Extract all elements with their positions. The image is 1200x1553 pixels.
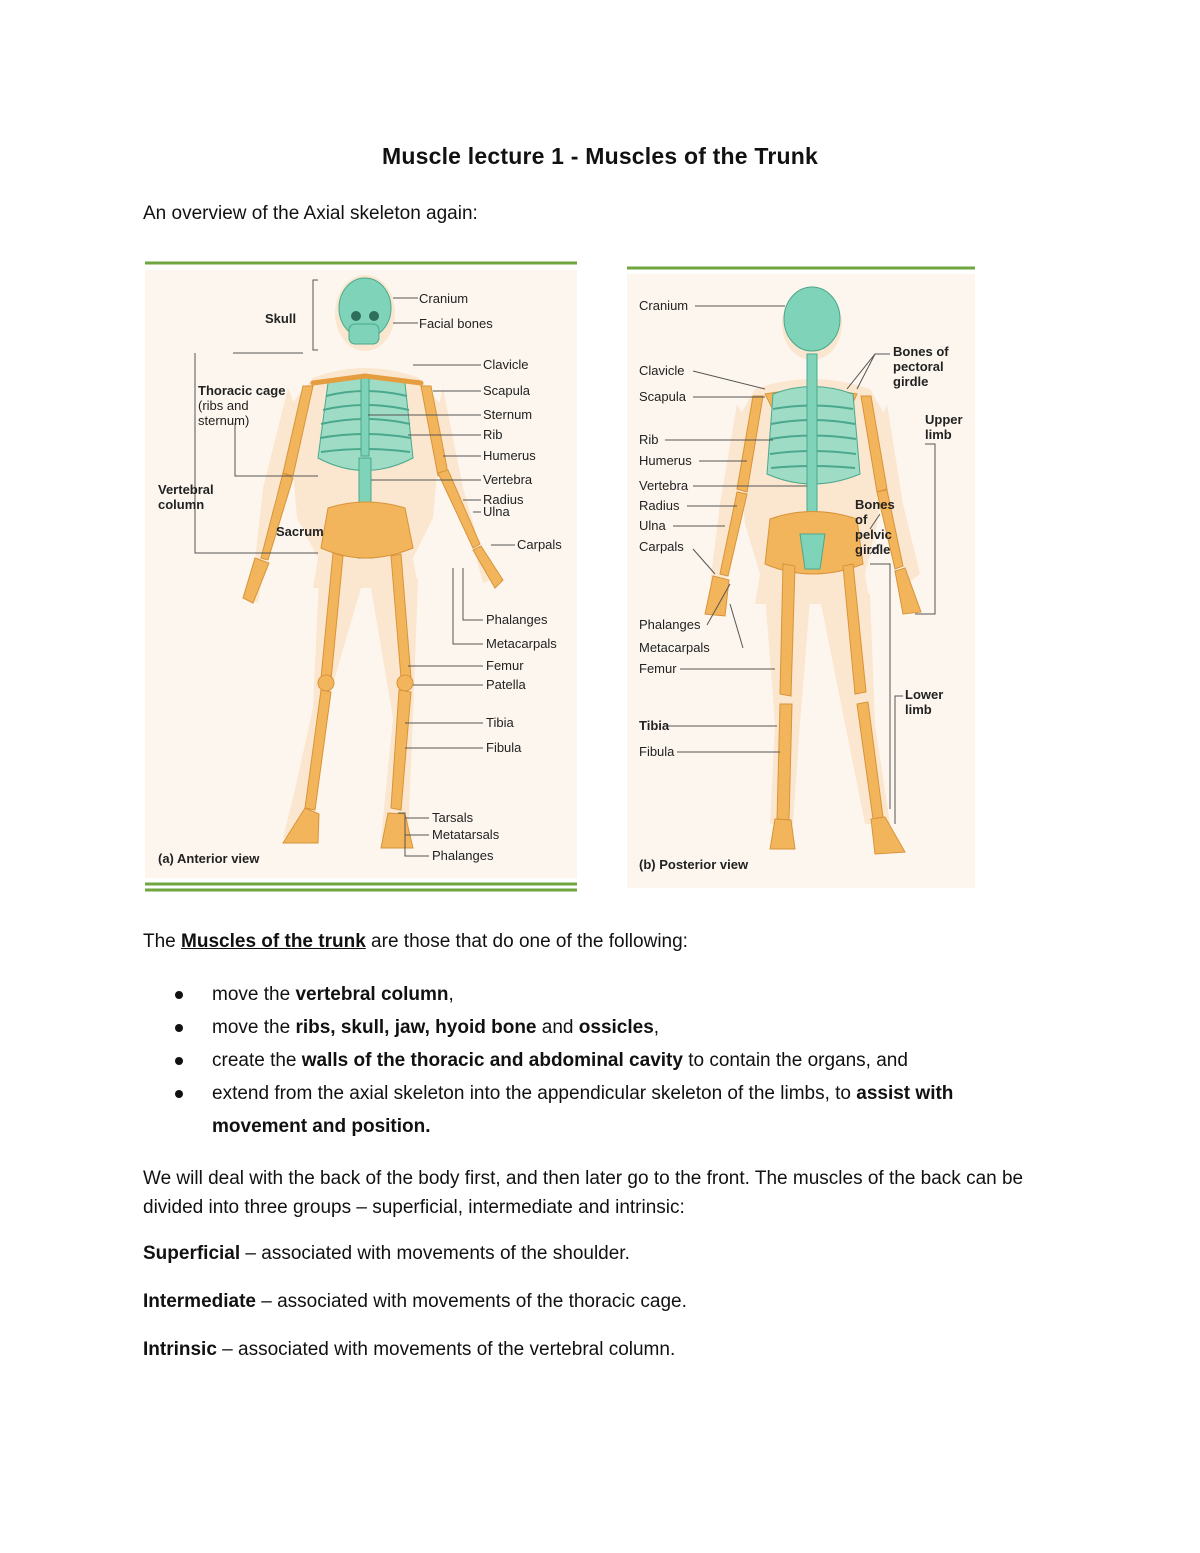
svg-text:pectoral: pectoral bbox=[893, 359, 944, 374]
svg-text:Vertebral: Vertebral bbox=[158, 482, 214, 497]
definition-intrinsic: Intrinsic – associated with movements of the vertebral column. bbox=[143, 1339, 676, 1360]
svg-text:Thoracic cage: Thoracic cage bbox=[198, 383, 286, 398]
svg-text:Fibula: Fibula bbox=[639, 744, 675, 759]
bullet-icon bbox=[175, 1090, 183, 1098]
svg-text:Facial bones: Facial bones bbox=[419, 316, 493, 331]
svg-text:of: of bbox=[855, 512, 868, 527]
bullet-icon bbox=[175, 1057, 183, 1065]
trunk-muscles-term: Muscles of the trunk bbox=[181, 931, 366, 952]
svg-text:Vertebra: Vertebra bbox=[639, 478, 689, 493]
svg-text:Lower: Lower bbox=[905, 687, 944, 702]
svg-text:Clavicle: Clavicle bbox=[483, 357, 529, 372]
svg-text:Rib: Rib bbox=[639, 432, 659, 447]
svg-text:Femur: Femur bbox=[486, 658, 524, 673]
anterior-skeleton-diagram bbox=[143, 258, 579, 898]
svg-text:Patella: Patella bbox=[486, 677, 526, 692]
figure-anterior-view bbox=[143, 258, 579, 898]
svg-text:column: column bbox=[158, 497, 205, 512]
svg-text:Radius: Radius bbox=[483, 492, 524, 507]
svg-text:Metacarpals: Metacarpals bbox=[486, 636, 557, 651]
trunk-muscle-functions-list bbox=[143, 978, 1043, 1143]
svg-text:Clavicle: Clavicle bbox=[639, 363, 685, 378]
svg-text:(ribs and: (ribs and bbox=[198, 398, 249, 413]
intro-text: An overview of the Axial skeleton again: bbox=[143, 203, 478, 224]
bullet-icon bbox=[175, 991, 183, 999]
posterior-skeleton-diagram bbox=[625, 264, 977, 892]
svg-text:Humerus: Humerus bbox=[639, 453, 692, 468]
svg-text:Scapula: Scapula bbox=[639, 389, 686, 404]
svg-text:Carpals: Carpals bbox=[639, 539, 684, 554]
svg-text:limb: limb bbox=[925, 427, 952, 442]
svg-text:Phalanges: Phalanges bbox=[639, 617, 701, 632]
definition-intermediate: Intermediate – associated with movements of the thoracic cage. bbox=[143, 1291, 687, 1312]
svg-text:girdle: girdle bbox=[855, 542, 891, 557]
svg-text:Bones: Bones bbox=[855, 497, 895, 512]
definition-superficial: Superficial – associated with movements of the shoulder. bbox=[143, 1243, 630, 1264]
trunk-muscles-intro bbox=[143, 927, 1063, 957]
svg-text:Fibula: Fibula bbox=[486, 740, 522, 755]
svg-text:Ulna: Ulna bbox=[639, 518, 666, 533]
skull bbox=[784, 287, 840, 351]
svg-text:Humerus: Humerus bbox=[483, 448, 536, 463]
para1-post: are those that do one of the following: bbox=[365, 931, 688, 952]
figure-a-caption: (a) Anterior view bbox=[158, 851, 260, 866]
svg-text:Metacarpals: Metacarpals bbox=[639, 640, 710, 655]
svg-text:Ulna: Ulna bbox=[483, 504, 510, 519]
figure-posterior-view bbox=[625, 264, 977, 892]
list-item: move the vertebral column, bbox=[143, 978, 1043, 1011]
svg-text:Femur: Femur bbox=[639, 661, 677, 676]
svg-text:Cranium: Cranium bbox=[419, 291, 469, 306]
svg-text:Carpals: Carpals bbox=[517, 537, 562, 552]
rib-cage bbox=[318, 376, 413, 471]
svg-text:Skull: Skull bbox=[265, 311, 297, 326]
pelvis bbox=[321, 502, 413, 558]
svg-text:pelvic: pelvic bbox=[855, 527, 892, 542]
page-title: Muscle lecture 1 - Muscles of the Trunk bbox=[382, 143, 818, 169]
list-item: create the walls of the thoracic and abdominal cavity to contain the organs, and bbox=[143, 1044, 1043, 1077]
svg-text:Upper: Upper bbox=[925, 412, 963, 427]
para1-pre: The bbox=[143, 931, 182, 952]
svg-text:Vertebra: Vertebra bbox=[483, 472, 533, 487]
svg-text:Phalanges: Phalanges bbox=[486, 612, 548, 627]
list-item: extend from the axial skeleton into the appendicular skeleton of the limbs, to assist with movement and position. bbox=[143, 1077, 1043, 1143]
figure-b-caption: (b) Posterior view bbox=[639, 857, 749, 872]
svg-text:Radius: Radius bbox=[639, 498, 680, 513]
svg-text:Scapula: Scapula bbox=[483, 383, 530, 398]
bullet-icon bbox=[175, 1024, 183, 1032]
svg-text:Tibia: Tibia bbox=[486, 715, 514, 730]
svg-text:Sacrum: Sacrum bbox=[276, 524, 324, 539]
back-muscles-paragraph: We will deal with the back of the body first, and then later go to the front. The muscles of the back can be divided into three groups – superficial, intermediate and intrinsic: bbox=[143, 1168, 1024, 1218]
svg-text:sternum): sternum) bbox=[198, 413, 250, 428]
svg-text:Cranium: Cranium bbox=[639, 298, 689, 313]
svg-text:Rib: Rib bbox=[483, 427, 503, 442]
svg-text:Bones of: Bones of bbox=[893, 344, 949, 359]
list-item: move the ribs, skull, jaw, hyoid bone and ossicles, bbox=[143, 1011, 1043, 1044]
svg-text:Tarsals: Tarsals bbox=[432, 810, 474, 825]
svg-text:limb: limb bbox=[905, 702, 932, 717]
svg-text:Sternum: Sternum bbox=[483, 407, 533, 422]
svg-text:Metatarsals: Metatarsals bbox=[432, 827, 500, 842]
svg-text:Tibia: Tibia bbox=[639, 718, 670, 733]
svg-text:Phalanges: Phalanges bbox=[432, 848, 494, 863]
svg-text:girdle: girdle bbox=[893, 374, 929, 389]
